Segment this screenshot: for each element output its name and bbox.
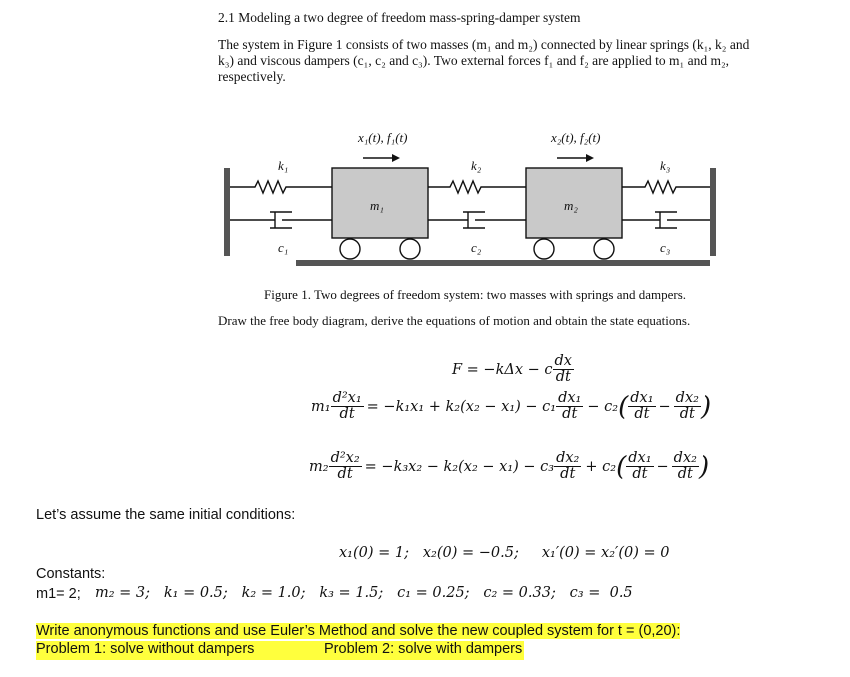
task-line: Draw the free body diagram, derive the equations of motion and obtain the state equations. <box>218 313 691 328</box>
two-dof-system-figure <box>220 120 720 280</box>
label-c2: c₂ <box>471 240 482 255</box>
problem-2: Problem 2: solve with dampers <box>324 641 523 657</box>
problems-highlight <box>36 641 524 660</box>
equation-mass-1: m₁ $\frac{\text{d²x₁}}{dt}$ = −k₁x₁ + k₂(x₂ − x₁) − c₁ $\frac{\text{dx₁}}{dt}$ − c₂ ( $\frac{\text{dx₁}}{dt}$ − $\frac{\text{dx₂}}{dt}$ ) <box>311 390 712 422</box>
label-k2: k₂ <box>471 158 482 173</box>
assume-text: Let’s assume the same initial conditions: <box>36 507 296 523</box>
equation-mass-2: m₂ $\frac{\text{d²x₂}}{dt}$ = −k₃x₂ − k₂(x₂ − x₁) − c₃ $\frac{\text{dx₂}}{dt}$ + c₂ ( $\frac{\text{dx₁}}{dt}$ − $\frac{\text{dx₂}}{dt}$ ) <box>309 450 710 482</box>
label-c1: c₁ <box>278 240 289 255</box>
wheel <box>594 239 614 259</box>
constants-label: Constants: <box>36 566 106 582</box>
label-x1-f1: x₁(t), f₁(t) <box>358 130 408 145</box>
label-m2: m₂ <box>564 198 578 213</box>
intro-line-2: k₃) and viscous dampers (c₁, c₂ and c₃). Two external forces f₁ and f₂ are applied to m₁ and m₂, <box>218 53 730 68</box>
arrow-head-1 <box>392 154 400 162</box>
instructions-highlight: Write anonymous functions and use Euler’s Method and solve the new coupled system for t = (0,20): <box>36 623 681 639</box>
force-equation: F = −kΔx − c $\frac{dx}{dt}$ <box>452 353 572 385</box>
damper-c3 <box>622 212 710 228</box>
damper-c1 <box>230 212 332 228</box>
intro-line-3: respectively. <box>218 69 286 84</box>
label-m1: m₁ <box>370 198 384 213</box>
label-k3: k₃ <box>660 158 671 173</box>
constant-m1: m1= 2; <box>36 586 81 602</box>
wheel <box>340 239 360 259</box>
right-wall <box>710 168 716 256</box>
arrow-head-2 <box>586 154 594 162</box>
section-title: 2.1 Modeling a two degree of freedom mass-spring-damper system <box>218 10 581 25</box>
spring-k2 <box>428 181 526 193</box>
damper-c2 <box>428 212 526 228</box>
label-c3: c₃ <box>660 240 671 255</box>
constants-list: m₂ = 3; k₁ = 0.5; k₂ = 1.0; k₃ = 1.5; c₁ = 0.25; c₂ = 0.33; c₃ = 0.5 <box>95 585 633 601</box>
figure-caption: Figure 1. Two degrees of freedom system: two masses with springs and dampers. <box>264 287 686 302</box>
spring-k3 <box>622 181 710 193</box>
label-x2-f2: x₂(t), f₂(t) <box>551 130 601 145</box>
wheel <box>400 239 420 259</box>
ground <box>296 260 710 266</box>
initial-conditions: x₁(0) = 1; x₂(0) = −0.5; x₁′(0) = x₂′(0) = 0 <box>339 545 670 561</box>
left-wall <box>224 168 230 256</box>
problem-1: Problem 1: solve without dampers <box>36 641 255 657</box>
intro-line-1: The system in Figure 1 consists of two masses (m₁ and m₂) connected by linear springs (k₁, k₂ and <box>218 37 750 52</box>
label-k1: k₁ <box>278 158 289 173</box>
spring-k1 <box>230 181 332 193</box>
wheel <box>534 239 554 259</box>
